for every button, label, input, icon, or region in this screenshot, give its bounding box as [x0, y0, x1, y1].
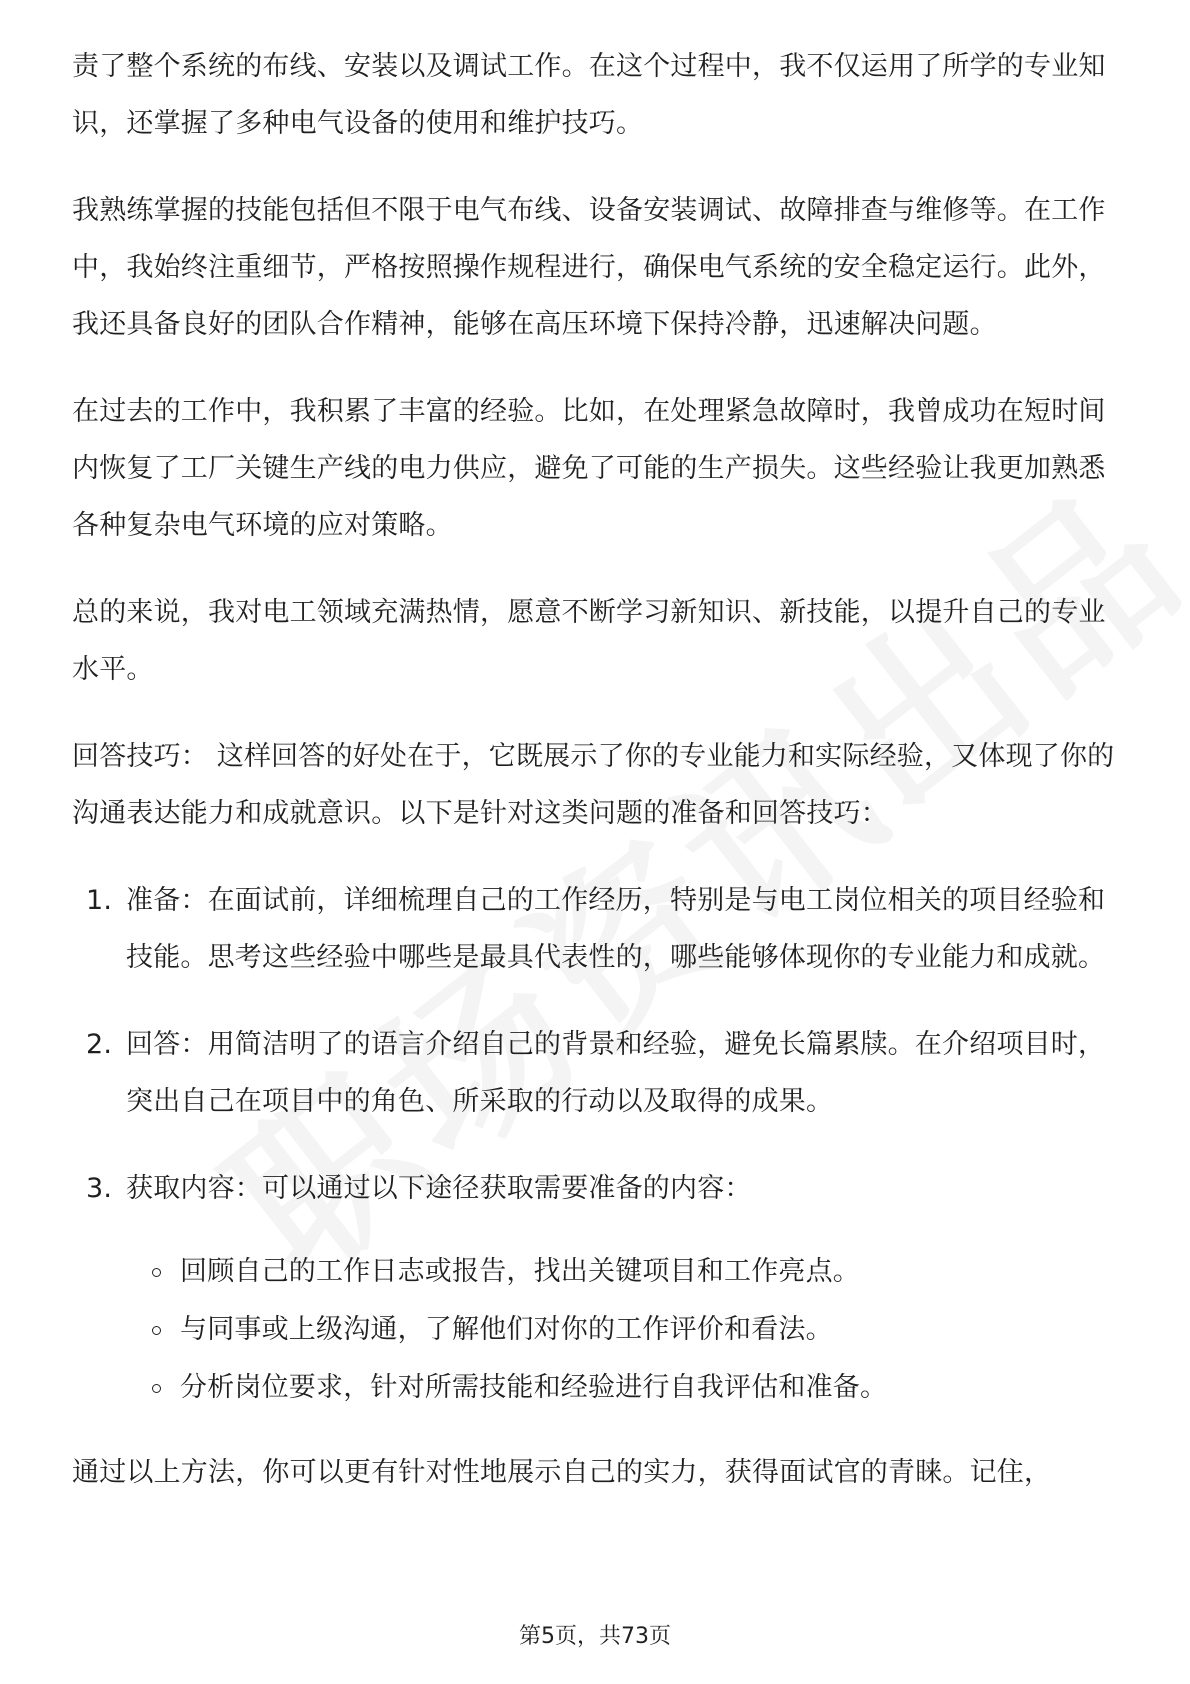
paragraph-tips: 回答技巧： 这样回答的好处在于，它既展示了你的专业能力和实际经验，又体现了你的沟通表达能力和成就意识。以下是针对这类问题的准备和回答技巧：: [72, 741, 1115, 829]
paragraph-4: 总的来说，我对电工领域充满热情，愿意不断学习新知识、新技能，以提升自己的专业水平。: [72, 597, 1106, 685]
bullet-text: 与同事或上级沟通，了解他们对你的工作评价和看法。: [180, 1314, 833, 1345]
bullet-text: 回顾自己的工作日志或报告，找出关键项目和工作亮点。: [180, 1256, 860, 1287]
bullet-item: [72, 1243, 1118, 1300]
list-item-text: 回答：用简洁明了的语言介绍自己的背景和经验，避免长篇累牍。在介绍项目时，突出自己在项目中的角色、所采取的行动以及取得的成果。: [126, 1029, 1106, 1117]
bullet-list: [72, 1243, 1118, 1416]
page-footer: 第5页，共73页: [519, 1624, 671, 1649]
hollow-bullet-icon: [152, 1268, 161, 1277]
hollow-bullet-icon: [152, 1326, 161, 1335]
numbered-list: [72, 872, 1118, 1217]
bullet-item: [72, 1359, 1118, 1416]
document-body: [72, 38, 1118, 1531]
list-number: 2.: [86, 1029, 113, 1060]
hollow-bullet-icon: [152, 1384, 161, 1393]
list-number: 3.: [86, 1173, 113, 1204]
paragraph-1: 责了整个系统的布线、安装以及调试工作。在这个过程中，我不仅运用了所学的专业知识，还掌握了多种电气设备的使用和维护技巧。: [72, 51, 1106, 139]
list-item-text: 准备：在面试前，详细梳理自己的工作经历，特别是与电工岗位相关的项目经验和技能。思考这些经验中哪些是最具代表性的，哪些能够体现你的专业能力和成就。: [126, 885, 1106, 973]
paragraph-2: 我熟练掌握的技能包括但不限于电气布线、设备安装调试、故障排查与维修等。在工作中，我始终注重细节，严格按照操作规程进行，确保电气系统的安全稳定运行。此外，我还具备良好的团队合作精神，能够在高压环境下保持冷静，迅速解决问题。: [72, 195, 1106, 340]
bullet-item: [72, 1301, 1118, 1358]
bullet-text: 分析岗位要求，针对所需技能和经验进行自我评估和准备。: [180, 1372, 888, 1403]
closing-paragraph: 通过以上方法，你可以更有针对性地展示自己的实力，获得面试官的青睐。记住，: [72, 1457, 1052, 1488]
list-item: [72, 872, 1118, 986]
list-item: [72, 1160, 1118, 1217]
list-item-text: 获取内容：可以通过以下途径获取需要准备的内容：: [126, 1173, 752, 1204]
paragraph-3: 在过去的工作中，我积累了丰富的经验。比如，在处理紧急故障时，我曾成功在短时间内恢复了工厂关键生产线的电力供应，避免了可能的生产损失。这些经验让我更加熟悉各种复杂电气环境的应对策略。: [72, 396, 1106, 541]
list-number: 1.: [86, 885, 113, 916]
list-item: [72, 1016, 1118, 1130]
